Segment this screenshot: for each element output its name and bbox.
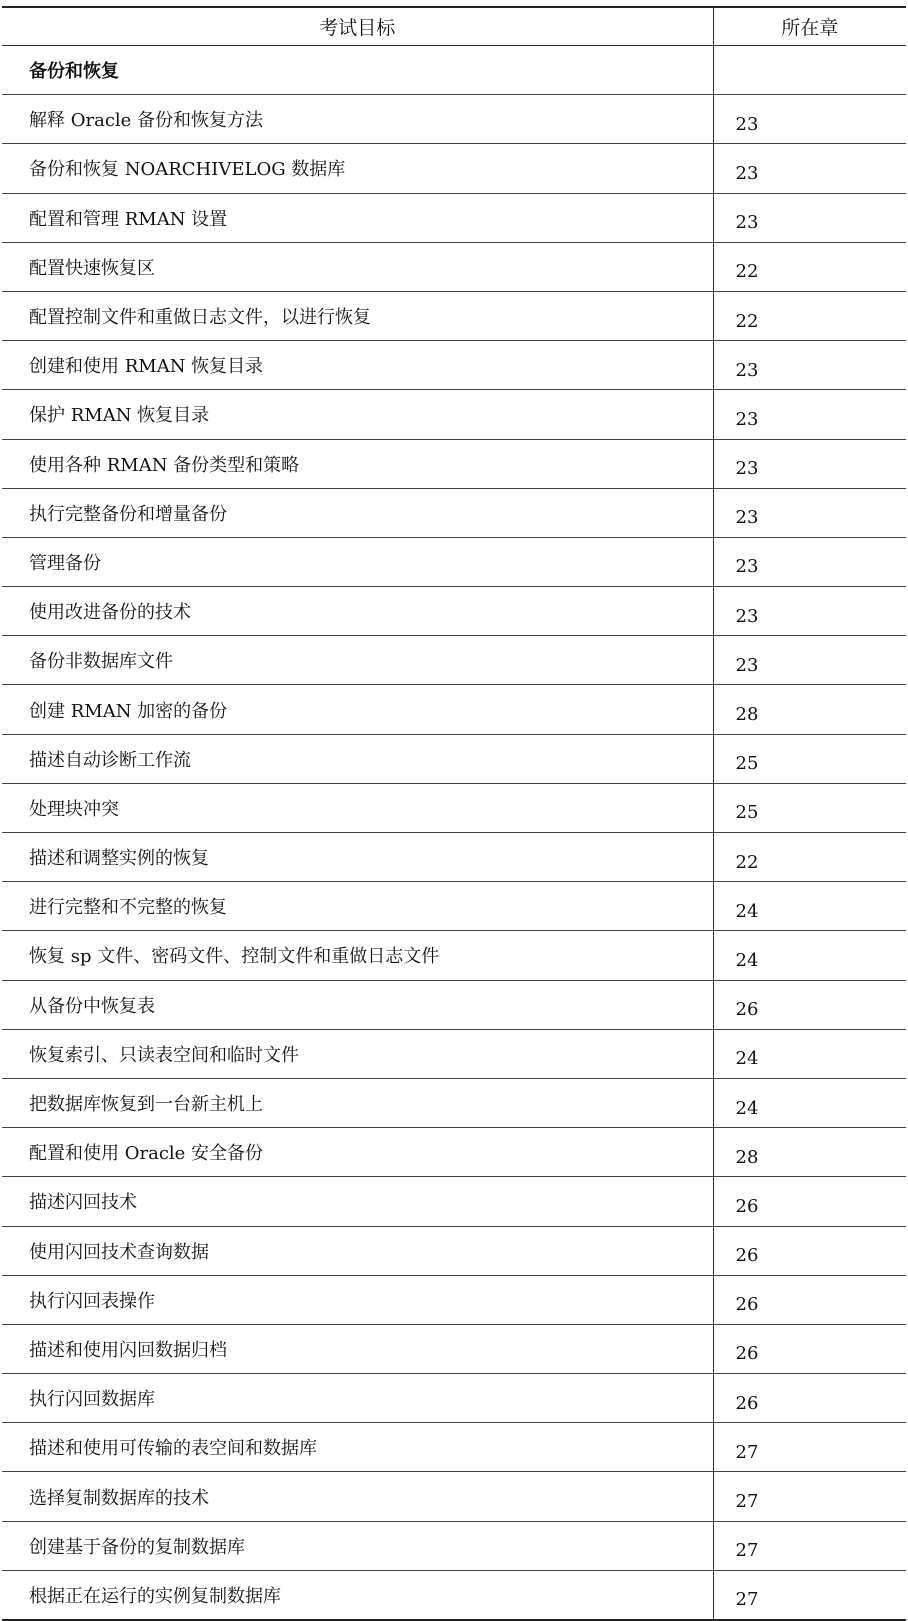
section-row	[2, 46, 906, 95]
table-row	[2, 144, 906, 193]
table-row	[2, 1275, 906, 1324]
objective-cell: 描述和使用可传输的表空间和数据库	[2, 1423, 713, 1472]
table-row	[2, 1324, 906, 1373]
table-row	[2, 1374, 906, 1423]
table-row	[2, 734, 906, 783]
table-row	[2, 833, 906, 882]
table-row	[2, 980, 906, 1029]
objective-cell: 备份非数据库文件	[2, 636, 713, 685]
objective-cell: 创建 RMAN 加密的备份	[2, 685, 713, 734]
objective-cell: 保护 RMAN 恢复目录	[2, 390, 713, 439]
chapter-cell: 23	[713, 193, 906, 242]
chapter-cell: 23	[713, 95, 906, 144]
table-body	[2, 46, 906, 1621]
chapter-cell: 26	[713, 1275, 906, 1324]
chapter-cell: 28	[713, 1128, 906, 1177]
chapter-cell: 23	[713, 587, 906, 636]
section-title: 备份和恢复	[2, 46, 713, 95]
chapter-cell: 26	[713, 1177, 906, 1226]
objective-cell: 创建基于备份的复制数据库	[2, 1521, 713, 1570]
table-row	[2, 636, 906, 685]
chapter-cell: 25	[713, 783, 906, 832]
objective-cell: 恢复索引、只读表空间和临时文件	[2, 1029, 713, 1078]
objective-cell: 把数据库恢复到一台新主机上	[2, 1078, 713, 1127]
objective-cell: 选择复制数据库的技术	[2, 1472, 713, 1521]
objective-cell: 根据正在运行的实例复制数据库	[29, 1585, 281, 1607]
table-row	[2, 193, 906, 242]
table-row	[2, 1177, 906, 1226]
table-row	[2, 1226, 906, 1275]
table-row	[2, 341, 906, 390]
objective-cell: 备份和恢复 NOARCHIVELOG 数据库	[2, 144, 713, 193]
section-chapter-cell	[713, 46, 906, 95]
chapter-cell: 24	[713, 931, 906, 980]
chapter-cell: 28	[713, 685, 906, 734]
table-row	[2, 1472, 906, 1521]
table-row	[2, 882, 906, 931]
objective-cell: 执行完整备份和增量备份	[2, 488, 713, 537]
objective-cell: 配置快速恢复区	[2, 242, 713, 291]
objective-cell: 描述和调整实例的恢复	[2, 833, 713, 882]
table-row	[2, 242, 906, 291]
table-row	[2, 931, 906, 980]
chapter-cell: 25	[713, 734, 906, 783]
objective-cell: 执行闪回表操作	[2, 1275, 713, 1324]
chapter-cell: 23	[713, 144, 906, 193]
chapter-cell: 23	[713, 636, 906, 685]
chapter-cell: 23	[713, 390, 906, 439]
objective-cell: 使用闪回技术查询数据	[2, 1226, 713, 1275]
table-row	[2, 1029, 906, 1078]
chapter-cell: 27	[713, 1521, 906, 1570]
table-row	[2, 439, 906, 488]
table-row	[2, 1128, 906, 1177]
objective-cell: 执行闪回数据库	[2, 1374, 713, 1423]
table-header-row	[2, 7, 906, 46]
objective-column-header: 考试目标	[2, 7, 713, 46]
objective-cell: 描述和使用闪回数据归档	[2, 1324, 713, 1373]
table-row	[2, 587, 906, 636]
table-row	[2, 537, 906, 586]
objective-cell: 描述自动诊断工作流	[2, 734, 713, 783]
chapter-cell: 24	[713, 1078, 906, 1127]
objective-cell: 恢复 sp 文件、密码文件、控制文件和重做日志文件	[2, 931, 713, 980]
chapter-cell: 23	[713, 439, 906, 488]
chapter-cell: 24	[713, 882, 906, 931]
table-row	[2, 390, 906, 439]
objective-cell: 使用改进备份的技术	[2, 587, 713, 636]
table-row	[2, 291, 906, 340]
chapter-cell: 22	[713, 833, 906, 882]
objective-cell: 进行完整和不完整的恢复	[2, 882, 713, 931]
table-row	[2, 685, 906, 734]
table-row	[2, 1423, 906, 1472]
objective-cell: 配置和管理 RMAN 设置	[2, 193, 713, 242]
table-row	[2, 95, 906, 144]
table-row	[2, 1570, 906, 1620]
objective-cell: 创建和使用 RMAN 恢复目录	[2, 341, 713, 390]
chapter-cell: 23	[713, 488, 906, 537]
objective-cell: 管理备份	[2, 537, 713, 586]
chapter-column-header: 所在章	[713, 7, 906, 46]
chapter-cell: 23	[713, 537, 906, 586]
objective-cell: 描述闪回技术	[2, 1177, 713, 1226]
chapter-cell: 26	[713, 980, 906, 1029]
chapter-cell: 23	[713, 341, 906, 390]
chapter-cell: 27	[713, 1472, 906, 1521]
objective-cell: 处理块冲突	[2, 783, 713, 832]
chapter-cell: 22	[713, 242, 906, 291]
objective-cell: 解释 Oracle 备份和恢复方法	[2, 95, 713, 144]
chapter-cell: 27	[713, 1570, 906, 1620]
chapter-cell: 22	[713, 291, 906, 340]
objective-cell: 使用各种 RMAN 备份类型和策略	[2, 439, 713, 488]
objective-cell: 配置控制文件和重做日志文件，以进行恢复	[2, 291, 713, 340]
table-row	[2, 783, 906, 832]
chapter-cell: 27	[713, 1423, 906, 1472]
chapter-cell: 26	[713, 1374, 906, 1423]
objective-cell: 从备份中恢复表	[2, 980, 713, 1029]
chapter-cell: 26	[713, 1226, 906, 1275]
table-row	[2, 1078, 906, 1127]
exam-objectives-table	[2, 6, 906, 1621]
objective-cell: 配置和使用 Oracle 安全备份	[2, 1128, 713, 1177]
chapter-cell: 24	[713, 1029, 906, 1078]
chapter-cell: 26	[713, 1324, 906, 1373]
table-row	[2, 488, 906, 537]
table-row	[2, 1521, 906, 1570]
